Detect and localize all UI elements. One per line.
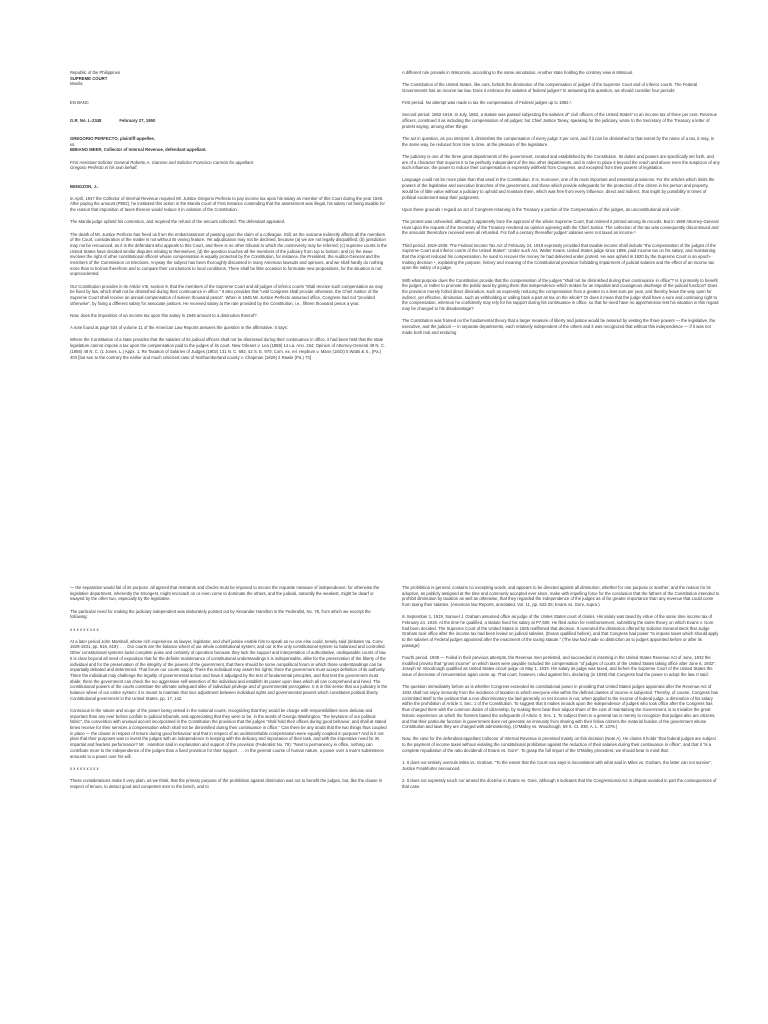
- paragraph: Third period. 1919-1938. The Federal Income Tax Act of February 24, 1919 expressly provided that taxable income shall include "the compensation of the judges of the Supreme Court and inferior courts of the United States". Under such Act, Walter Evans, United States judge since 1899, paid income tax on his salary; and maintaining that the impost reduced his compensation, he sued to recover the money he had delivered under protest. He was upheld in 1920 by the Supreme Court in an epoch-making decision ⁴, explaining the purpose, history and meaning of the Constitutional provision forbidding impairment of judicial salaries and the effect of an income tax upon the salary of a judge.: [402, 242, 716, 271]
- paragraph: The act in question, as you interpret it, diminishes the compensation of every judge 3 per cent, and if it can be diminished to that extent by the name of a tax, it may, in the same way, be reduced from time to time, at the pleasure of the legislature.: [402, 135, 714, 147]
- paragraph: Upon these grounds I regard an act of Congress retaining in the Treasury a portion of the Compensation of the judges, as unconstitutional and void².: [402, 206, 681, 212]
- paragraph: First period. No attempt was made to tax the compensation of Federal judges up to 1862.¹.: [402, 100, 573, 106]
- header-line: Manila: [70, 81, 83, 87]
- paragraph: The protest was unheeded, although it apparently bore the approval of the whole Supreme Court, that ordered it printed among its records. But in 1869 Attorney-General Hoar upon the request of the Secretary of the Treasury rendered an opinion agreeing with the Chief Justice. The collection of the tax was consequently discontinued and the amounts theretofore received were all refunded. For half a century thereafter judges' salaries were not taxed as income.³: [402, 218, 719, 236]
- paragraph: Second period. 1862-1918. In July, 1862, a statute was passed subjecting the salaries of" civil officers of the United States" to an income tax of three per cent. Revenue officers, construed it as including the compensation of all judges; but Chief Justice Taney, speaking for the judiciary, wrote to the Secretary of the Treasury a letter of protest saying, among other things:: [402, 112, 717, 129]
- paragraph: With what purpose does the Constitution provide that the compensation of the judges "shall not be diminished during their continuance in office"? Is it primarily to benefit the judges, or rather to promote the public weal by giving them that independence which makes for an impartial and courageous discharge of the judicial function? Does the provision merely forbid direct diminution, such as expressly reducing the compensation from a greater to a less sum per year, and thereby leave the way open for indirect, yet effective, diminution, such as withholding or calling back a part as tax on the whole? Or does it mean that the judge shall have a sure and continuing right to the compensation, whereon he confidently may rely for his support during his continuance in office, so that he need have no apprehension lest his situation in this regard may be changed to his disadvantage?: [402, 277, 719, 312]
- paragraph: The death of Mr. Justice Perfecto has freed us from the embarrassment of passing upon the claim of a colleague. Still, as the outcome indirectly affects all the members of the Court, consideration of the matter is not without its vexing feature. Yet adjudication may not be declined, because (a) we are not legally disqualified; (b) jurisdiction may not be renounced, as it is the defendant who appeals to this Court, and there is no other tribunal to which the controversy may be referred; (c) supreme courts in the United States have decided similar disputes relating to themselves; (d) the question touches all the members of the judiciary from top to bottom; and (e) the issue involves the right of other constitutional officers whose compensation is equally protected by the Constitution, for instance, the President, the Auditor-General and the members of the Commission on Elections. Anyway the subject has been thoroughly discussed in many American lawsuits and opinions, and we shall hardly do nothing more than to borrow therefrom and to compare their conclusions to local conditions. There shall be little occasion to formulate new propositions, for the situation is not unprecedented.: [70, 231, 388, 277]
- ellipsis-line: x x x x x x x x x: [70, 626, 99, 632]
- paragraph: A different rule prevails in Wisconsin, according to the same annotation. Another state holding the contrary view is Missouri.: [402, 70, 634, 75]
- ellipsis-line: x x x x x x x x x: [70, 765, 99, 771]
- document-page-4: [402, 585, 720, 1024]
- court-name: SUPREME COURT: [70, 75, 108, 81]
- paragraph: The Constitution of the United States, like ours, forbids the diminution of the compensation of judges of the Supreme Court and of inferior courts. The Federal Governments has an income tax law. Does it embrace the salaries of federal judges? In answering this question, we should consider four periods:: [402, 82, 698, 93]
- paragraph: Conscious in the nature and scope of the power being vested in the national courts, recognizing that they would be charge with responsibilities more delicate and important than any ever before confide to judicial tribunals, and appreciating that they were to be, in the words of George Washington, "the keystone of our political fabric", the convention with unusual accord incorporated in the Constitution the provision that the judges "shall hold their offices during good behavior, and shall at stated times receive for their services a compensation which shall not be diminished during their continuance in office." Can there be any doubt that the two things thus coupled in place — the clause in respect of tenure during good behaviour and that in respect of an undiminishable compensation-were equally coupled in purpose? And is it not plain that their purposes was to invest the judges with an independence in keeping with the delicacy and importance of their task, and with the imperative need for its impartial and fearless performance? Mr . Hamilton said in explanation and support of the provision (Federalist No. 79): "Next to permanency in office, nothing can contribute more to the independence of the judges than a fixed provision for their support . . . In the general course of human nature, a power over a man's subsistence amounts to a power over his will.: [70, 707, 387, 759]
- division: EN BANC: [70, 99, 89, 105]
- paragraph: The prohibition is general, contains no excepting words, and appears to be directed against all diminution, whether for one purpose or another; and the reason for its adoption, as publicly assigned at the time and commonly accepted ever since, make with impelling force for the conclusion that the fathers of the Constitution intended to prohibit diminution by taxation as well as otherwise, that they regarded the independence of the judges as of far greater importance than any revenue that could come from taxing their salaries. (American law Reports, annotated, Vol. 11, pp. 522-25; Evans vs. Gore, supra.): [402, 585, 720, 608]
- paragraph: The judiciary is one of the three great departments of the government, created and established by the Constitution. Its duties and powers are specifically set forth, and are of a character that requires it to be perfectly independent of the two other departments, and in order to place it beyond the reach and above even the suspicion of any such influence, the power to reduce their compensation is expressly withheld from Congress, and excepted from their powers of legislation.: [402, 153, 720, 171]
- paragraph: The Constitution was framed on the fundamental theory that a larger measure of liberty and justice would be assured by vesting the three powers — the legislative, the executive, and the judicial — in separate departments, each relatively independent of the others and it was recognized that without this independence — if it was not made both real and enduring: [402, 318, 716, 335]
- decision-date: February 27, 1950: [119, 117, 156, 123]
- party-defendant: BIBIANO MEER, Collector of Internal Revenue, defendant-appellant.: [70, 147, 207, 153]
- paragraph: Language could not be more plain than that used in the Constitution. It is, moreover, one of its most important and essential provisions. For the articles which limits the powers of the legislative and executive branches of the government, and those which provide safeguards for the protection of the citizen in his person and property, would be of little value without a judiciary to uphold and maintain them, which was free from every influence, direct and indirect, that might by possibility in times of political excitement warp their judgments.: [402, 177, 715, 200]
- document-page-2: [402, 70, 720, 510]
- paragraph: Now, the case for the defendant-appellant Collector of Internal Revenue is premised mainly on this decision (Note A). He claims it holds "that federal judges are subject to the payment of income taxes without violating the constitutional prohibition against the reduction of their salaries during their continuance in office", and that it "is a complete repudiation of the ratio decidendi of Evans vs. Gore". To grasp the full import of the O'Malley precedent, we should bear in mind that:: [402, 736, 716, 753]
- paragraph: — the separation would fail of its purpose. all agreed that restraints and checks must be imposed to secure the requisite measure of independence; for otherwise the legislative department, inherently the strongest, might encroach on or even come to dominate the others, and the judicial, naturally the weakest, might be dwarf or swayed by the other two, especially by the legislative.: [70, 585, 380, 602]
- paragraph: Our Constitution provides in its Article VIII, section 9, that the members of the Supreme Court and all judges of inferior courts "shall receive such compensation as may be fixed by law, which shall not be diminished during their continuance in office." It also provides that "until Congress shall provide otherwise, the Chief Justice of the Supreme Court shall receive an annual compensation of sixteen thousand pesos". When in 1945 Mr. Justice Perfecto assumed office, Congress had not "provided otherwise", by fixing a different salary for associate justices. He received salary at the rate provided by the Constitution, i.e., fifteen thousand pesos a year.: [70, 283, 383, 306]
- counsel-line: First Assistant Solicitor General Roberto A. Gianzon and Solicitor Francisco Carreon for appellant.: [70, 159, 254, 165]
- paragraph: At a later period John Marshall, whose rich experience as lawyer, legislator, and chief justice enable him to speak as no one else could, tersely said (debates Va. Conv. 1829-1831, pp. 616, 619): . . . Our courts are the balance wheel of our whole constitutional system; and our is the only constitutional system so balanced and controlled. Other constitutional systems lacks complete poise and certainty of operation because they lack the support and interpretation of authoritative, undisputable courts of law. It is clear beyond all need of exposition that for the definite maintenance of constitutional understandings it is indispensable, alike for the preservation of the liberty of the individual and for the preservation of the integrity of the powers of the government, that there should be some nonpolitical forum in which those understandings can be impartially debated and determined. That forum our courts supply. There the individual may assert his rights; there the government must accept definition of its authority. There the individual may challenge the legality of governmental action and have it adjudged by the test of fundamental principles, and that test the government must abide; there the government can check the too aggressive self-assertion of the individual and establish its power upon lines which all can comprehend and heed. The constitutional powers of the courts constitute the ultimate safeguard alike of individual privilege and of governmental prerogative. It is in this sense that our judiciary is the balance wheel of our entire system; it is meant to maintain that nice adjustment between individual rights and governmental powers which constitutes political liberty. Constitutional government in the United States, pp. 17, 142.: [70, 638, 388, 701]
- paragraph: A note found at page 534 of volume 11 of the American Law Reports answers the question in the affirmative. It says:: [70, 325, 288, 331]
- gr-number: G.R. No. L-2348: [70, 117, 102, 123]
- case-number: [70, 118, 388, 124]
- paragraph: Fourth period. 1939 — Foiled in their previous attempts, the Revenue men persisted, and succeeded in inserting in the United States Revenue Act of June, 1932 the modified proviso that "gross income" on which taxes were payable included the compensation "of judges of courts of the United States taking office after June 6, 1932". Joseph W. Woodrough qualified as United States circuit judge on May 1, 1933. His salary as judge was taxed, and before the Supreme Court of the United States the issue of decrease of remuneration again came up. That court, however, ruled against him, declaring (in 1939) that Congress had the power to adopt the law. It said:: [402, 655, 717, 678]
- paragraph: These considerations make it very plain, as we think, that the primary purpose of the prohibition against diminution was not to benefit the judges, but, like the clause in respect of tenure, to attract good and competent men to the bench, and to: [70, 777, 383, 789]
- paragraph: In September 1, 1919, Samuel J. Graham assumed office as judge of the Unites States court of claims. His salary was taxed by virtue of the same time income tax of February 24, 1919. At the time he qualified, a statute fixed his salary at P7,500. He filed action for reimbursement, submitting the same theory on which Evans v. Gore had been decided. The Supreme Court of the United States in 1925 reaffirmed that decision. It overruled the distinction offered by Solicitor-General Beck that Judge Graham took office after the income tax had been levied on judicial salaries, (Evans qualified before), and that Congress had power "to impose taxes which should apply to the salaries of Federal judges appointed after the enactment of the taxing statute." (The law had made no distinction as to judges appointed before or after its passage): [402, 614, 719, 648]
- versus: vs.: [70, 141, 76, 147]
- counsel-line: Gregorio Perfecto in his own behalf.: [70, 165, 138, 171]
- party-plaintiff: GREGORIO PERFECTO, plaintiff-appellee,: [70, 136, 155, 142]
- ponente: BENGZON, J.:: [70, 183, 99, 189]
- paragraph: In April, 1947 the Collector of Internal Revenue required Mr. Justice Gregorio Perfecto to pay income tax upon his salary as member of this Court during the year 1946. After paying the amount (P802), he instituted this action in the Manila Court of First Instance contending that the assessment was illegal, his salary not being taxable for the reason that imposition of taxes thereon would reduce it in violation of the Constitution.: [70, 195, 385, 213]
- paragraph: The question immediately before us is whether Congress exceeded its constitutional power in providing that United States judges appointed after the Revenue Act of 1932 shall not enjoy immunity from the incidence of taxation to which everyone else within the defined classes of income is subjected. Thereby, of course, Congress has committed itself to the position that a non-discriminatory tax laid generally on net income is not, when applied to the income of federal judge, a diminution of his salary within the prohibition of Article 3, Sec. 1 of the Constitution. To suggest that it makes inroads upon the independence of judges who took office after the Congress has thus charged them with the common duties of citizenship, by making them bear their aliquot share of the cost of maintaining the Government, is to trivialize the great historic experience on which the framers based the safeguards of Article 3, Sec. 1. To subject them to a general tax is merely to recognize that judges also are citizens, and that their particular function in government does not generate an immunity from sharing with their fellow citizens the material burden of the government whose Constitution and laws they are charged with administering. (O'Malley vs. Woodrough, 59 S. Ct. 838, A. L. R. 1379.): [402, 684, 718, 730]
- header-line: Republic of the Philippines: [70, 70, 121, 75]
- paragraph: Where the Constitution of a state provides that the salaries of its judicial officers shall not be dismissed during their continuance in office, it had been held that the state legislature cannot impose a tax upon the compensation paid to the judges of its court. New Orleans v. Lea (1859) 14 La. Ann. 194; Opinion of Attorney-General 49 N. C. (1856) 48 N. C. (1 Jones, L.) Appx. 1; Re Taxation of Salaries of Judges (1902) 131 N. C. 692, 42 S. E. 970; Com. ex. rel. Hepburn v. Mann (1843) 5 Watts & S., (Pa.) 403 [but see to the contrary the earlier and much criticized case of Northumberland county v. Chapman (1829) 2 Rawle (Pa.) 73]: [70, 337, 386, 360]
- document-page-3: [70, 585, 388, 1024]
- paragraph: The particular need for making the judiciary independent was elaborately pointed out by Alexander Hamilton in the Federalist, No. 78, from which we excerpt the following:: [70, 608, 371, 620]
- paragraph: Now, does the imposition of an income tax upon this salary in 1946 amount to a diminution thereof?.: [70, 312, 258, 318]
- paragraph: 2. It does not expressly touch nor amend the doctrine in Evans vs. Gore, although it indicates that the Congressional Act in dispute avoided in part the consequences of that case.: [402, 777, 717, 789]
- paragraph: The Manila judge upheld his contention, and required the refund of the amount collected. The defendant appealed.: [70, 219, 286, 225]
- document-page-1: [70, 70, 388, 510]
- paragraph: 1. It does not entirely overrule Miles vs. Graham. "To the extent that the Court now says is inconsistent with what said in Miles vs. Graham, the latter can not survive", Justice Frankfurter announced.: [402, 760, 713, 771]
